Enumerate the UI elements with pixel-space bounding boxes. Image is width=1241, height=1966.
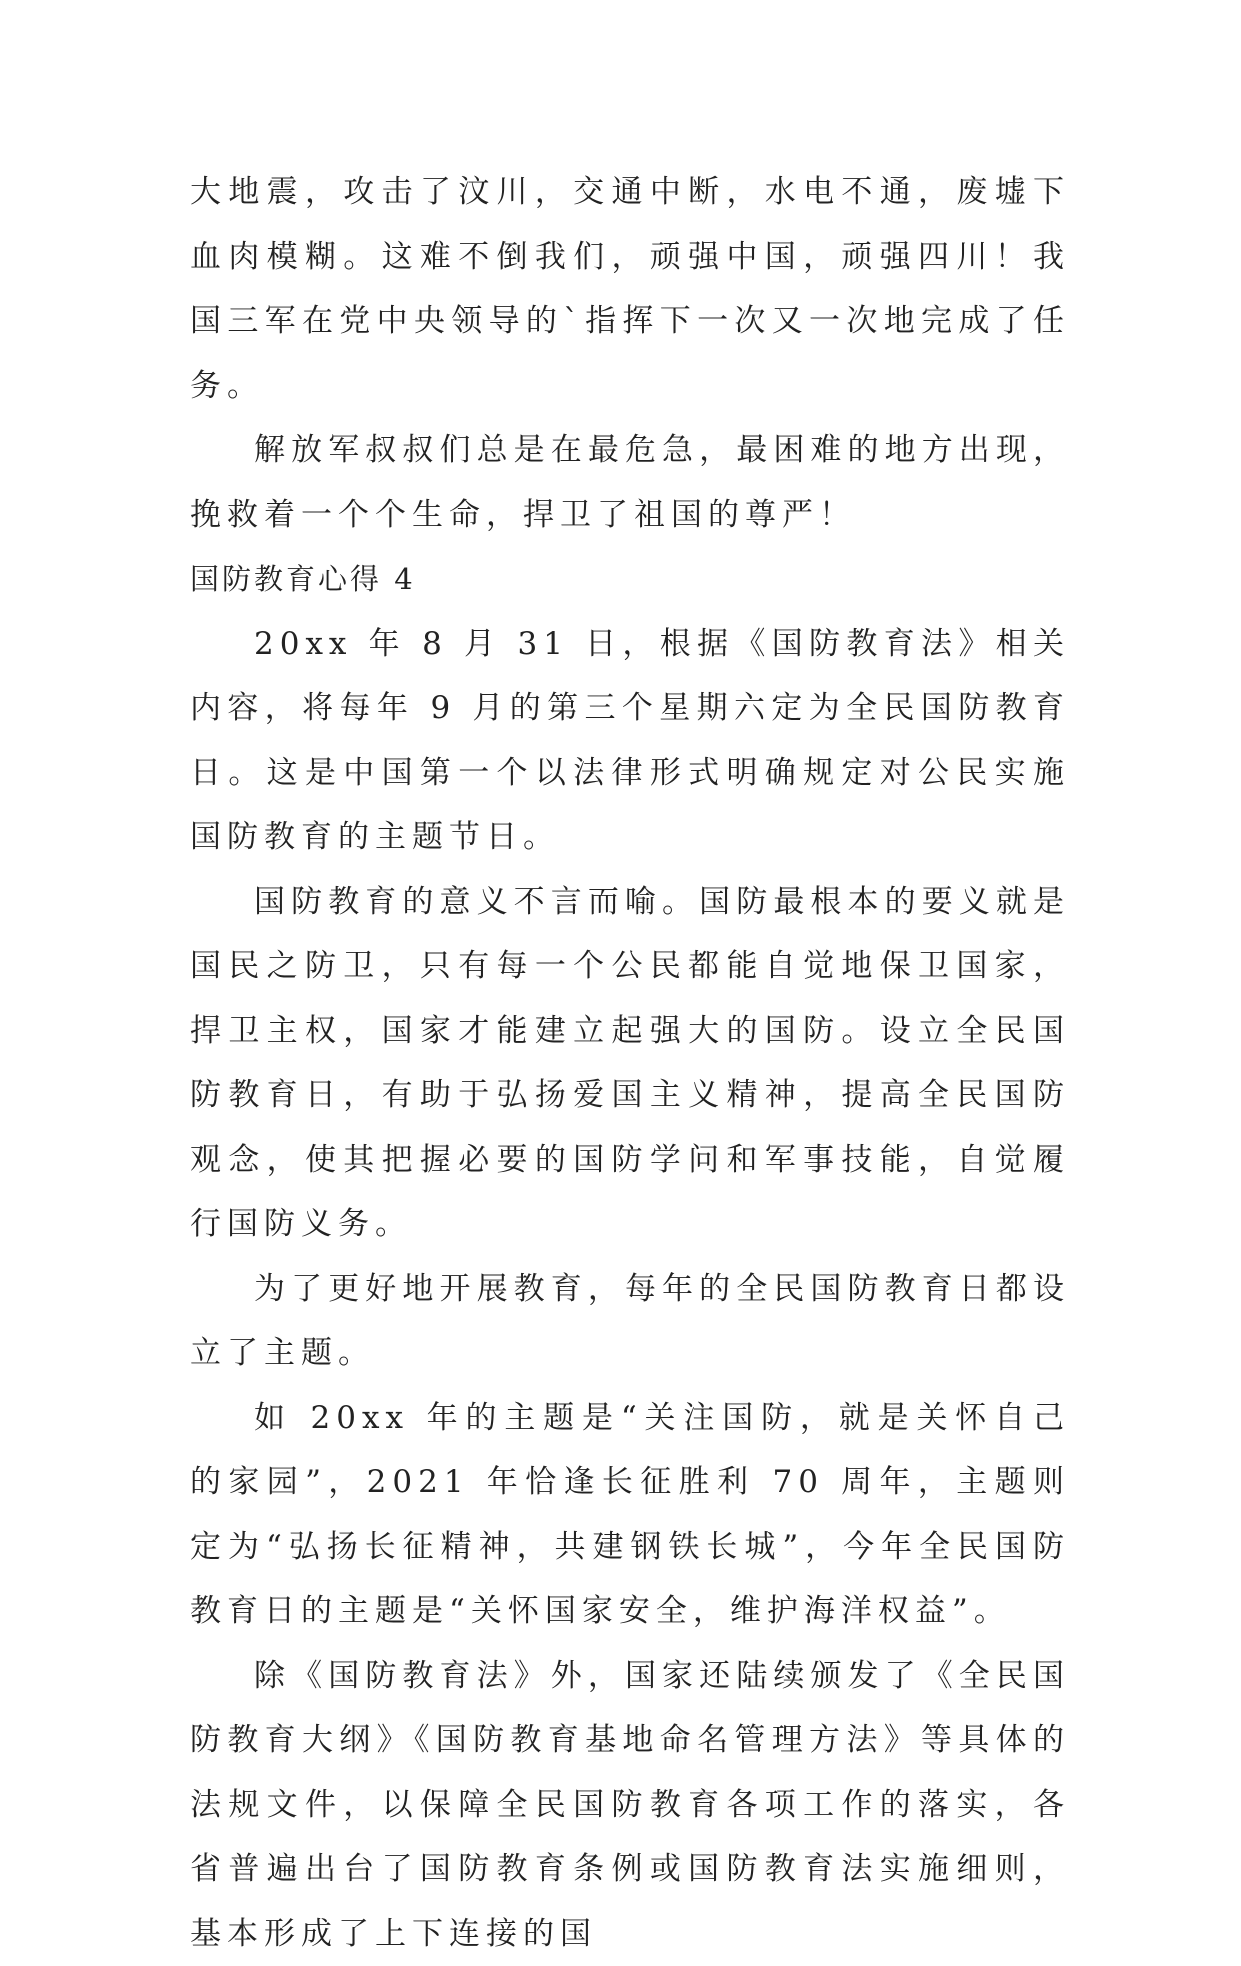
paragraph-education-day: 20xx 年 8 月 31 日，根据《国防教育法》相关内容，将每年 9 月的第三个星期六定为全民国防教育日。这是中国第一个以法律形式明确规定对公民实施国防教育的主题节日。 <box>190 612 1070 870</box>
paragraph-significance: 国防教育的意义不言而喻。国防最根本的要义就是国民之防卫，只有每一个公民都能自觉地保卫国家，捍卫主权，国家才能建立起强大的国防。设立全民国防教育日，有助于弘扬爱国主义精神，提高全民国防观念，使其把握必要的国防学问和军事技能，自觉履行国防义务。 <box>190 870 1070 1257</box>
paragraph-pla: 解放军叔叔们总是在最危急，最困难的地方出现，挽救着一个个生命，捍卫了祖国的尊严！ <box>190 418 1070 547</box>
paragraph-regulations: 除《国防教育法》外，国家还陆续颁发了《全民国防教育大纲》《国防教育基地命名管理方法》等具体的法规文件，以保障全民国防教育各项工作的落实，各省普遍出台了国防教育条例或国防教育法实施细则，基本形成了上下连接的国 <box>190 1644 1070 1966</box>
document-body <box>190 160 1070 1966</box>
paragraph-themes-examples: 如 20xx 年的主题是“关注国防，就是关怀自己的家园”，2021 年恰逢长征胜利 70 周年，主题则定为“弘扬长征精神，共建钢铁长城”，今年全民国防教育日的主题是“关怀国家安全，维护海洋权益”。 <box>190 1386 1070 1644</box>
section-heading: 国防教育心得 4 <box>190 547 1070 612</box>
paragraph-earthquake: 大地震，攻击了汶川，交通中断，水电不通，废墟下血肉模糊。这难不倒我们，顽强中国，顽强四川！我国三军在党中央领导的`指挥下一次又一次地完成了任务。 <box>190 160 1070 418</box>
paragraph-themes-intro: 为了更好地开展教育，每年的全民国防教育日都设立了主题。 <box>190 1257 1070 1386</box>
